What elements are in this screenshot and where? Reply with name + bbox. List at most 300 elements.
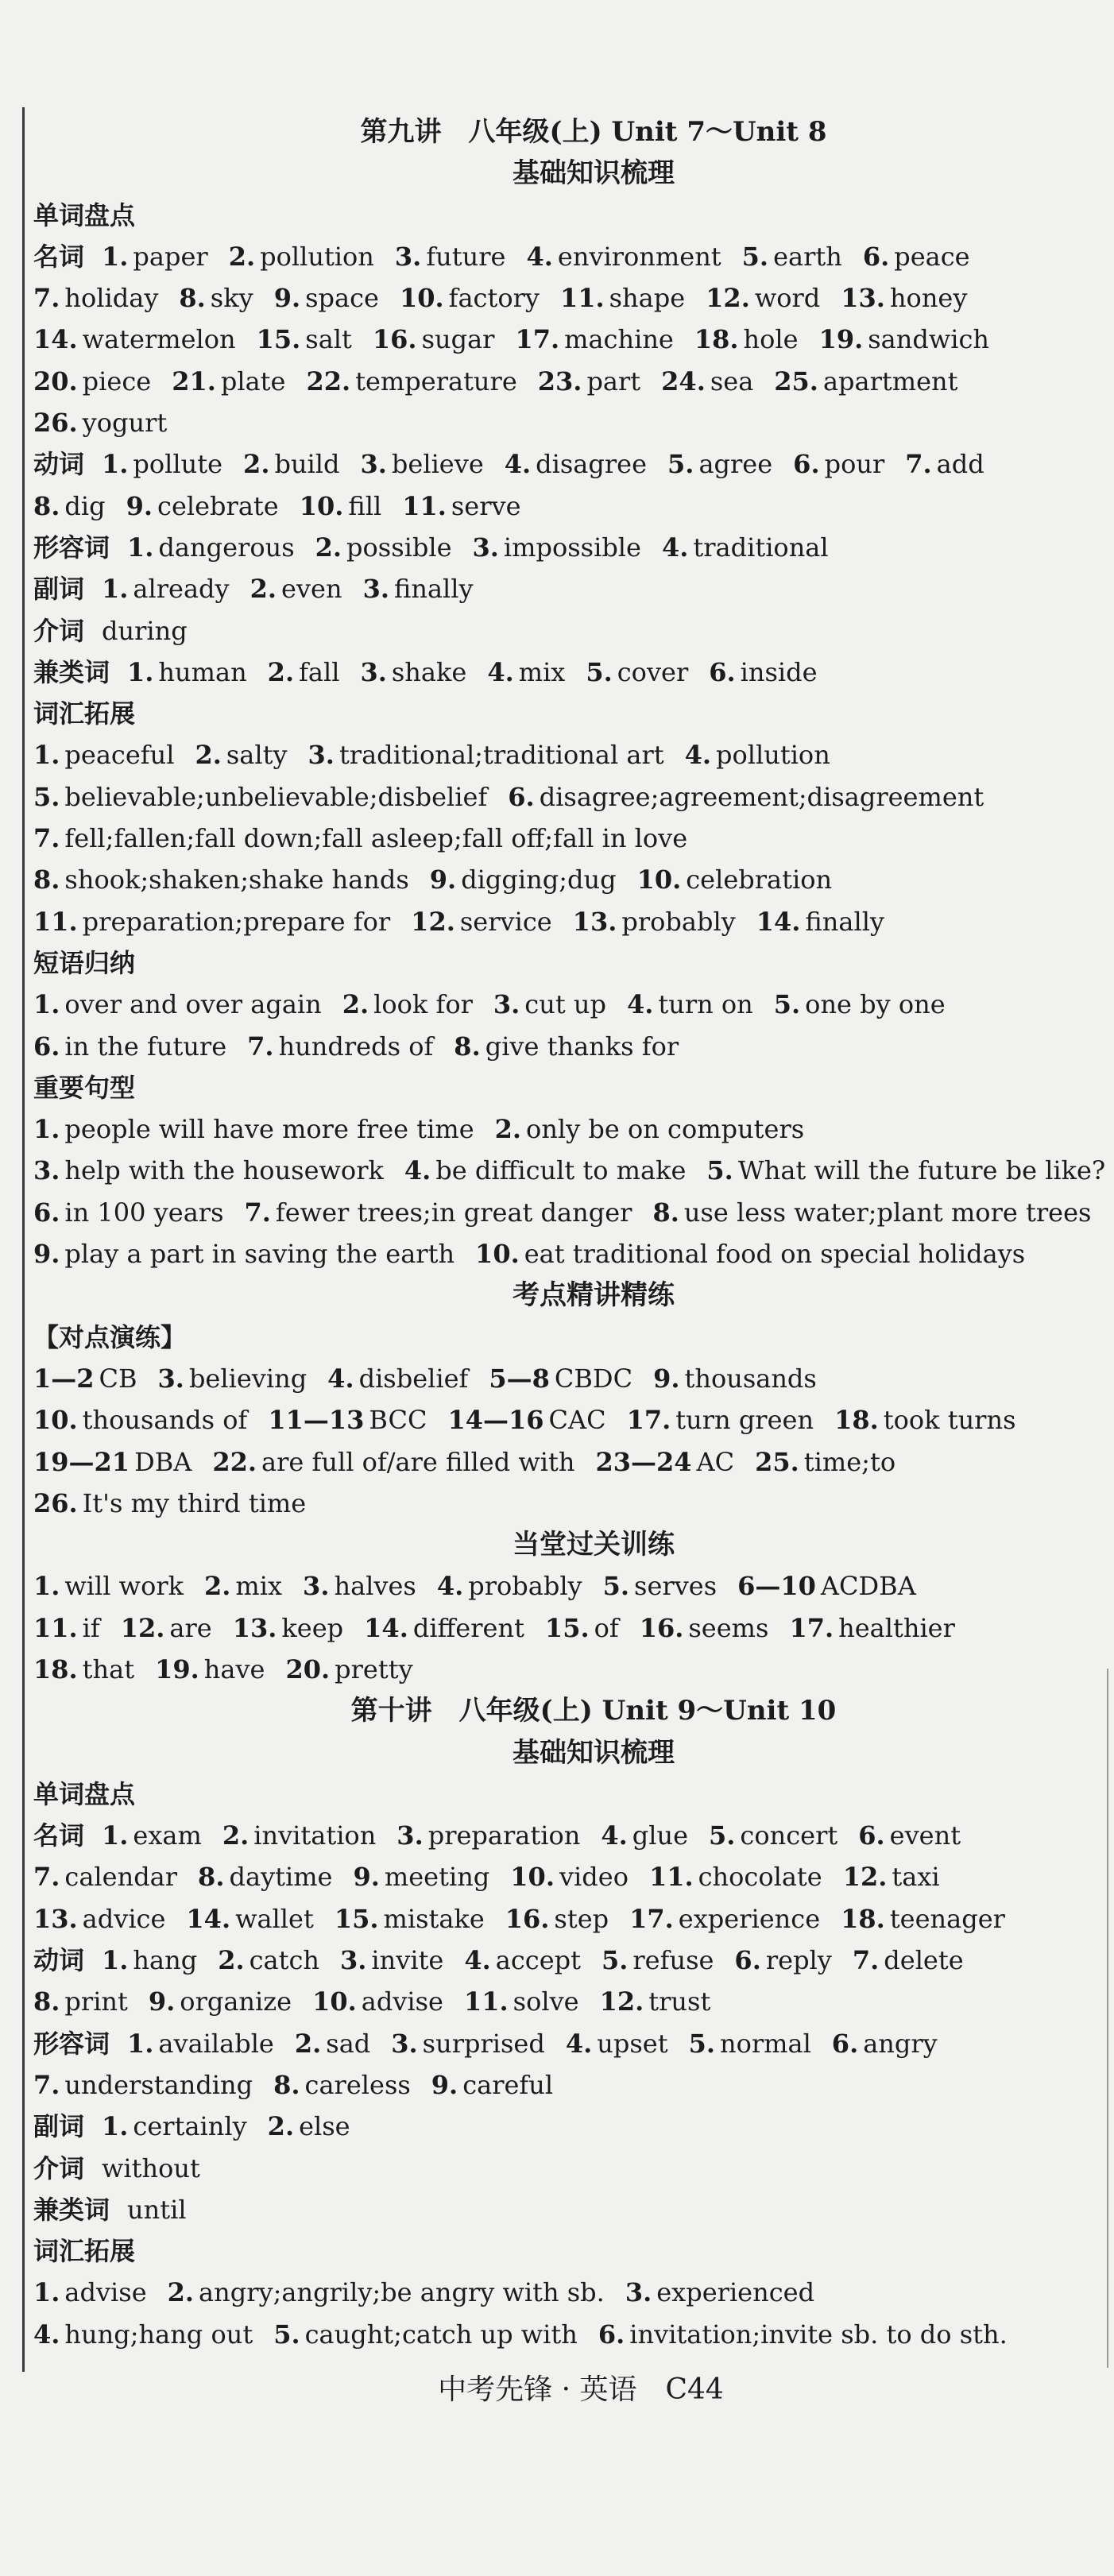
item-answer: delete	[884, 1945, 964, 1976]
answer-row	[33, 1483, 1106, 1524]
item-number: 5.	[688, 2028, 715, 2059]
item-number: 4.	[526, 241, 553, 272]
item-answer: impossible	[503, 532, 641, 563]
answer-item	[853, 1945, 964, 1975]
item-number: 6.	[508, 781, 535, 812]
item-answer: inside	[740, 656, 818, 687]
answer-item	[244, 1197, 632, 1228]
item-answer: serves	[634, 1571, 718, 1602]
item-answer: finally	[393, 574, 474, 605]
item-answer: invite	[371, 1945, 444, 1976]
answer-item	[127, 657, 247, 687]
answer-item	[649, 1862, 822, 1892]
answer-row	[33, 361, 1106, 402]
section-title: 基础知识梳理	[513, 1736, 675, 1769]
word-class-label: 名词	[33, 241, 85, 272]
item-number: 26.	[33, 1487, 78, 1518]
item-number: 2.	[494, 1114, 522, 1145]
item-number: 4.	[404, 1155, 431, 1186]
item-answer: look for	[373, 989, 473, 1020]
item-answer: help with the housework	[64, 1155, 384, 1186]
item-number: 20.	[285, 1654, 331, 1684]
word-class-label: 兼类词	[33, 656, 110, 687]
item-number: 11—13	[268, 1405, 365, 1436]
item-number: 4.	[601, 1820, 628, 1851]
item-answer: wallet	[235, 1903, 314, 1934]
answer-item	[33, 366, 151, 396]
item-number: 4.	[684, 740, 711, 771]
answer-item	[601, 1820, 688, 1851]
answer-item	[158, 1363, 308, 1394]
item-number: 3.	[625, 2277, 652, 2308]
word-class-label: 形容词	[33, 2028, 110, 2059]
item-answer: dig	[64, 490, 106, 521]
answer-item	[33, 2319, 253, 2350]
item-number: 2.	[228, 241, 256, 272]
item-number: 13.	[232, 1612, 277, 1643]
item-number: 3.	[308, 740, 335, 771]
answer-row	[33, 1649, 1106, 1690]
answer-item	[495, 1114, 805, 1144]
item-number: 10.	[475, 1239, 520, 1270]
item-answer: caught;catch up with	[304, 2319, 578, 2350]
item-number: 14.	[364, 1612, 408, 1643]
item-answer: believable;unbelievable;disbelief	[64, 781, 488, 812]
item-answer: eat traditional food on special holidays	[524, 1239, 1026, 1270]
item-answer: over and over again	[64, 989, 322, 1020]
answer-row	[33, 901, 1106, 942]
answer-row	[33, 2023, 1106, 2064]
answer-item	[360, 657, 466, 687]
section-title: 第九讲 八年级(上) Unit 7～Unit 8	[360, 116, 827, 148]
item-answer: apartment	[822, 366, 958, 396]
item-number: 22.	[212, 1446, 257, 1477]
section-heading: 重要句型	[33, 1072, 136, 1103]
answer-item	[353, 1862, 489, 1892]
answer-item	[33, 1447, 191, 1477]
answer-item	[268, 657, 340, 687]
answer-item	[340, 1945, 443, 1975]
answer-item	[709, 657, 817, 687]
answer-item	[127, 2029, 274, 2059]
answer-item	[195, 740, 287, 770]
word-class-label: 介词	[33, 615, 85, 646]
item-number: 4.	[327, 1363, 354, 1394]
answer-row	[33, 1399, 1106, 1441]
answer-item	[706, 1155, 1105, 1186]
answer-row	[33, 402, 1106, 443]
answer-item	[652, 1197, 1091, 1228]
item-number: 2.	[204, 1571, 231, 1602]
item-number: 7.	[33, 283, 60, 314]
item-answer: cut up	[524, 989, 606, 1020]
answer-item	[33, 1239, 454, 1269]
answer-item	[33, 989, 322, 1019]
item-number: 11.	[33, 1612, 78, 1643]
item-number: 6.	[734, 1945, 761, 1976]
answer-row	[33, 2148, 1106, 2189]
item-answer: part	[586, 366, 641, 396]
item-number: 17.	[629, 1903, 674, 1934]
answer-item	[172, 366, 285, 396]
answer-item	[598, 2319, 1008, 2350]
item-number: 23—24	[595, 1446, 692, 1477]
item-number: 7.	[33, 823, 60, 854]
item-number: 1.	[33, 1114, 60, 1145]
item-answer: if	[82, 1612, 100, 1643]
item-number: 16.	[639, 1612, 684, 1643]
item-answer: probably	[468, 1571, 582, 1602]
item-answer: environment	[557, 241, 721, 272]
answer-item	[361, 449, 484, 479]
item-number: 3.	[493, 989, 520, 1020]
answer-item	[538, 366, 640, 396]
item-answer: preparation;prepare for	[82, 906, 391, 937]
item-number: 5.	[33, 781, 60, 812]
item-number: 16.	[372, 324, 417, 355]
item-answer: CAC	[548, 1405, 606, 1436]
item-number: 5.	[601, 1945, 629, 1976]
answer-row	[33, 1856, 1106, 1897]
item-number: 12.	[706, 283, 750, 314]
item-answer: paper	[133, 241, 208, 272]
item-answer: future	[426, 241, 506, 272]
item-number: 4.	[626, 989, 654, 1020]
item-answer: daytime	[229, 1862, 333, 1893]
item-answer: solve	[513, 1986, 579, 2017]
item-answer: else	[299, 2111, 350, 2142]
answer-item	[268, 1405, 427, 1435]
item-number: 9.	[273, 283, 301, 314]
word-class-label: 兼类词	[33, 2194, 110, 2225]
item-number: 7.	[33, 1862, 60, 1893]
item-answer: build	[274, 449, 340, 480]
answer-row	[33, 236, 1106, 277]
item-answer: piece	[82, 366, 152, 396]
item-answer: healthier	[838, 1612, 955, 1643]
item-number: 8.	[33, 490, 60, 521]
item-answer: word	[754, 283, 821, 314]
answer-item	[33, 1405, 247, 1435]
item-number: 4.	[661, 532, 689, 563]
word-class-label: 副词	[33, 574, 85, 605]
answer-item	[841, 283, 967, 313]
item-answer: hole	[743, 324, 799, 355]
item-answer: sea	[710, 366, 754, 396]
item-number: 7.	[247, 1031, 274, 1062]
item-answer: holiday	[64, 283, 159, 314]
item-answer: thousands	[684, 1363, 817, 1394]
item-answer: different	[412, 1612, 524, 1643]
item-answer: until	[127, 2194, 187, 2225]
item-number: 2.	[267, 2111, 295, 2142]
item-number: 10.	[33, 1405, 78, 1436]
item-answer: concert	[740, 1820, 838, 1851]
item-answer: sky	[210, 283, 253, 314]
item-number: 6.	[33, 1031, 60, 1062]
answer-item	[653, 1363, 817, 1394]
item-answer: reply	[765, 1945, 832, 1976]
item-answer: shape	[609, 283, 686, 314]
answer-item	[627, 989, 753, 1019]
item-answer: What will the future be like?	[737, 1155, 1106, 1186]
item-answer: will work	[64, 1571, 184, 1602]
item-answer: It's my third time	[82, 1487, 307, 1518]
item-number: 10.	[312, 1986, 357, 2017]
item-number: 4.	[504, 449, 532, 480]
section-heading: 单词盘点	[33, 199, 136, 230]
answer-item	[102, 1945, 197, 1975]
item-number: 13.	[33, 1903, 78, 1934]
item-answer: calendar	[64, 1862, 178, 1893]
item-answer: even	[281, 574, 342, 605]
item-answer: careless	[304, 2069, 411, 2100]
answer-item	[149, 1986, 292, 2017]
item-answer: people will have more free time	[64, 1114, 474, 1145]
answer-item	[268, 2111, 350, 2141]
item-answer: believing	[188, 1363, 308, 1394]
item-number: 17.	[626, 1405, 671, 1436]
answer-item	[102, 2111, 247, 2141]
item-number: 11.	[33, 906, 78, 937]
item-number: 9.	[126, 490, 153, 521]
answer-row	[33, 859, 1106, 900]
item-number: 1.	[33, 740, 60, 771]
word-class-label: 介词	[33, 2152, 85, 2183]
item-answer: of	[594, 1612, 619, 1643]
item-number: 26.	[33, 408, 78, 439]
item-answer: traditional	[693, 532, 829, 563]
item-answer: experienced	[656, 2277, 815, 2308]
item-answer: temperature	[355, 366, 517, 396]
item-number: 2.	[222, 1820, 249, 1851]
section-title: 基础知识梳理	[513, 157, 675, 190]
item-answer: shook;shaken;shake hands	[64, 864, 409, 895]
item-number: 14.	[186, 1903, 231, 1934]
answer-item	[218, 1945, 319, 1975]
item-number: 4.	[487, 656, 514, 687]
item-number: 3.	[303, 1571, 330, 1602]
item-answer: took turns	[883, 1405, 1016, 1436]
answer-item	[863, 242, 970, 272]
answer-row	[33, 1192, 1106, 1233]
answer-item	[662, 532, 829, 563]
item-number: 3.	[472, 532, 499, 563]
item-answer: angry	[863, 2028, 938, 2059]
item-answer: advice	[82, 1903, 166, 1934]
answer-item	[33, 283, 158, 313]
item-number: 25.	[774, 366, 818, 396]
item-number: 4.	[565, 2028, 593, 2059]
item-number: 18.	[33, 1654, 78, 1684]
item-answer: during	[102, 615, 188, 646]
answer-item	[33, 864, 409, 895]
item-answer: peace	[894, 241, 970, 272]
answer-item	[121, 1613, 212, 1643]
answer-item	[295, 2029, 370, 2059]
item-number: 6—10	[737, 1571, 816, 1602]
answer-item	[742, 242, 842, 272]
answer-row	[33, 1108, 1106, 1150]
item-number: 6.	[33, 1197, 60, 1228]
answer-item	[905, 449, 984, 479]
item-number: 2.	[243, 449, 270, 480]
answer-item	[526, 242, 721, 272]
item-number: 5.	[602, 1571, 630, 1602]
item-number: 2.	[315, 532, 342, 563]
item-answer: traditional;traditional art	[338, 740, 664, 771]
item-number: 3.	[362, 574, 389, 605]
answer-item	[545, 1613, 619, 1643]
item-answer: are full of/are filled with	[261, 1446, 575, 1477]
answer-item	[179, 283, 253, 313]
answer-item	[33, 1031, 226, 1062]
item-answer: trust	[648, 1986, 711, 2017]
item-number: 9.	[148, 1986, 176, 2017]
item-answer: understanding	[64, 2069, 253, 2100]
answer-item	[364, 1613, 524, 1643]
item-answer: celebration	[686, 864, 833, 895]
item-answer: sandwich	[868, 324, 989, 355]
answer-item	[257, 324, 352, 354]
answer-item	[400, 283, 540, 313]
item-number: 5.	[273, 2319, 300, 2350]
item-number: 10.	[299, 490, 344, 521]
item-number: 3.	[33, 1155, 60, 1186]
item-answer: yogurt	[82, 408, 168, 439]
item-number: 6.	[862, 241, 890, 272]
item-number: 8.	[33, 1986, 60, 2017]
answer-row	[33, 1441, 1106, 1483]
item-answer: upset	[597, 2028, 668, 2059]
answer-item	[33, 1155, 384, 1186]
item-answer: disbelief	[358, 1363, 469, 1394]
item-number: 1.	[102, 449, 129, 480]
answer-item	[685, 740, 830, 770]
item-number: 13.	[572, 906, 617, 937]
answer-item	[247, 1031, 433, 1062]
item-answer: celebrate	[157, 490, 279, 521]
answer-item	[229, 242, 374, 272]
item-number: 1—2	[33, 1363, 95, 1394]
item-answer: machine	[564, 324, 674, 355]
item-answer: already	[133, 574, 230, 605]
item-number: 5.	[709, 1820, 736, 1851]
item-answer: ACDBA	[820, 1571, 916, 1602]
item-number: 6.	[793, 449, 820, 480]
answer-item	[454, 1031, 679, 1062]
item-answer: normal	[719, 2028, 811, 2059]
answer-item	[33, 1862, 177, 1892]
item-number: 17.	[515, 324, 560, 355]
item-answer: CBDC	[554, 1363, 633, 1394]
answer-row	[33, 652, 1106, 693]
answer-row	[33, 1150, 1106, 1191]
item-number: 6.	[709, 656, 736, 687]
answer-item	[603, 1571, 718, 1601]
item-answer: BCC	[369, 1405, 427, 1436]
item-answer: mistake	[383, 1903, 485, 1934]
answer-item	[629, 1904, 820, 1934]
item-answer: cover	[617, 656, 689, 687]
answer-item	[508, 782, 984, 812]
item-number: 2.	[267, 656, 295, 687]
section-title: 当堂过关训练	[513, 1529, 675, 1561]
section-heading: 词汇拓展	[33, 2236, 136, 2267]
section-heading: 词汇拓展	[33, 698, 136, 729]
item-number: 18.	[841, 1903, 885, 1934]
answer-item	[667, 449, 772, 479]
answer-item	[834, 1405, 1015, 1435]
answer-item	[505, 1904, 609, 1934]
word-class-label: 动词	[33, 449, 85, 480]
item-number: 10.	[510, 1862, 555, 1893]
answer-row	[33, 277, 1106, 319]
answer-item	[411, 907, 552, 937]
answer-item	[198, 1862, 332, 1892]
answer-item	[843, 1862, 940, 1892]
answer-item	[243, 449, 339, 479]
item-number: 12.	[842, 1862, 888, 1893]
item-number: 21.	[172, 366, 216, 396]
item-answer: earth	[773, 241, 842, 272]
item-answer: pollution	[716, 740, 830, 771]
answer-item	[473, 532, 641, 563]
item-number: 8.	[33, 864, 60, 895]
answer-item	[273, 2319, 578, 2350]
item-answer: disagree	[536, 449, 648, 480]
item-answer: certainly	[133, 2111, 247, 2142]
item-number: 4.	[436, 1571, 464, 1602]
answer-item	[640, 1613, 769, 1643]
answer-item	[756, 907, 884, 937]
item-number: 11.	[648, 1862, 694, 1893]
item-answer: experience	[678, 1903, 821, 1934]
item-answer: fall	[299, 656, 340, 687]
answer-item	[689, 2029, 811, 2059]
answer-item	[250, 574, 342, 604]
item-answer: service	[459, 906, 552, 937]
answer-row	[33, 1565, 1106, 1607]
answer-item	[661, 366, 753, 396]
item-answer: teenager	[889, 1903, 1005, 1934]
answer-item	[363, 574, 474, 604]
item-number: 2.	[249, 574, 277, 605]
item-answer: fill	[348, 490, 382, 521]
item-number: 7.	[244, 1197, 271, 1228]
answer-item	[33, 491, 106, 521]
item-answer: time;to	[803, 1446, 896, 1477]
answer-item	[155, 1654, 265, 1684]
item-answer: sugar	[421, 324, 495, 355]
answer-item	[709, 1820, 837, 1851]
answer-item	[706, 283, 820, 313]
answer-row	[33, 2106, 1106, 2147]
answer-item	[33, 1613, 100, 1643]
item-answer: preparation	[427, 1820, 581, 1851]
answer-item	[306, 366, 516, 396]
item-number: 9.	[33, 1239, 60, 1270]
item-answer: agree	[698, 449, 773, 480]
answer-item	[102, 449, 222, 479]
answer-row	[33, 319, 1106, 360]
item-answer: plate	[220, 366, 286, 396]
answer-item	[431, 2070, 553, 2100]
left-margin-rule	[22, 107, 25, 2372]
item-number: 6.	[858, 1820, 885, 1851]
item-number: 9.	[353, 1862, 380, 1893]
item-number: 19—21	[33, 1446, 130, 1477]
